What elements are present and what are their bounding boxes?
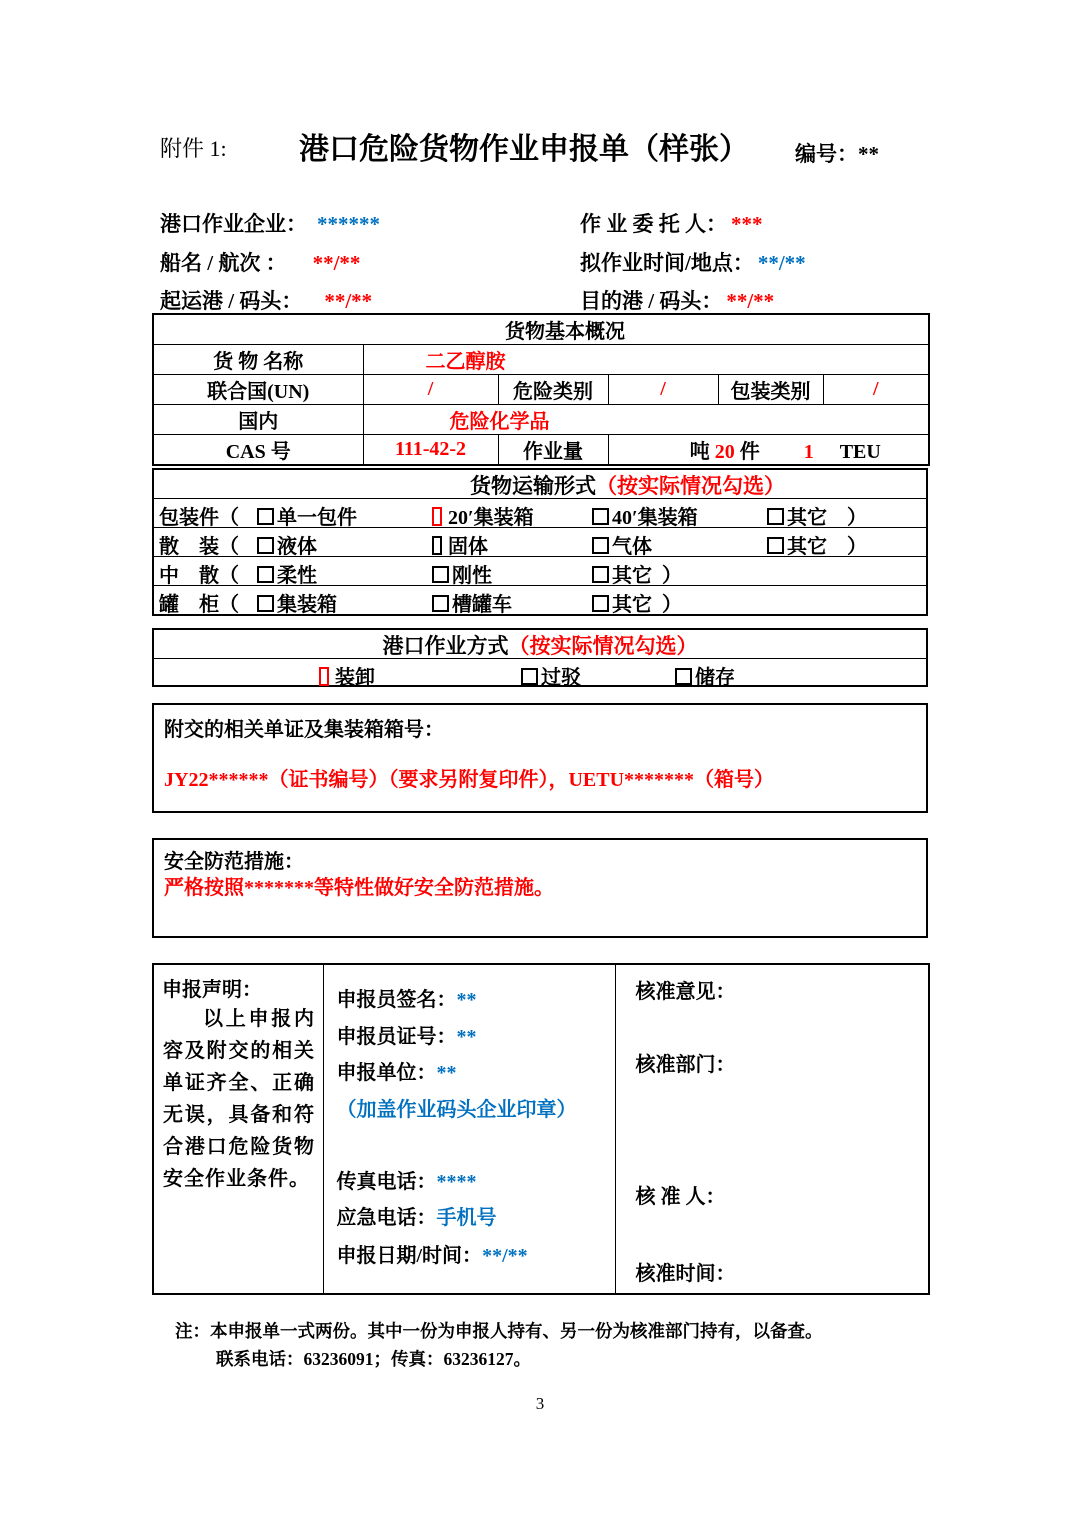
checkbox-ibc-other[interactable] bbox=[592, 566, 609, 583]
doc-number-value: ** bbox=[858, 142, 879, 166]
transport-row-packages-label: 包装件（ bbox=[159, 507, 239, 529]
approval-person-label: 核 准 人： bbox=[635, 1186, 726, 1208]
approval-cell bbox=[615, 964, 929, 1294]
option-gas bbox=[592, 530, 652, 559]
checkbox-20ft-container-marked[interactable] bbox=[432, 507, 442, 526]
transport-row-tank bbox=[154, 585, 926, 614]
field-destination-port bbox=[580, 285, 774, 315]
fax-value[interactable]: **** bbox=[436, 1171, 477, 1193]
transport-row-packages-close: ） bbox=[847, 507, 867, 529]
checkbox-transshipment[interactable] bbox=[521, 668, 538, 685]
doc-number-label: 编号： bbox=[795, 142, 858, 166]
field-origin-port-label: 起运港 / 码头： bbox=[160, 289, 303, 313]
transport-row-packages bbox=[154, 498, 926, 527]
declaration-approval-table bbox=[152, 963, 930, 1295]
cargo-cas-value[interactable]: 111-42-2 bbox=[363, 435, 498, 466]
transport-row-ibc-close: ） bbox=[662, 565, 682, 587]
footer-note-line1: 注：本申报单一式两份。其中一份为申报人持有、另一份为核准部门持有，以备查。 bbox=[175, 1321, 823, 1341]
field-ship-voyage-label: 船名 / 航次 ： bbox=[160, 251, 287, 275]
declarant-signature-field bbox=[337, 983, 477, 1012]
field-origin-port-value[interactable]: **/** bbox=[324, 289, 373, 313]
transport-row-intermediate-bulk bbox=[154, 556, 926, 585]
transport-row-tank-close: ） bbox=[662, 594, 682, 616]
option-ibc-other bbox=[592, 559, 652, 588]
option-packages-other-label: 其它 bbox=[787, 507, 827, 529]
declaration-title: 申报声明： bbox=[162, 979, 262, 1001]
checkbox-tank-container[interactable] bbox=[257, 595, 274, 612]
option-loading-unloading-label: 装卸 bbox=[335, 667, 375, 689]
checkbox-rigid[interactable] bbox=[432, 566, 449, 583]
declarant-signature-label: 申报员签名： bbox=[336, 989, 457, 1011]
option-tank-other-label: 其它 bbox=[612, 594, 652, 616]
checkbox-tank-truck[interactable] bbox=[432, 595, 449, 612]
option-bulk-other bbox=[767, 530, 827, 559]
company-seal-note: （加盖作业码头企业印章） bbox=[336, 1099, 577, 1121]
declaration-date-label: 申报日期/时间： bbox=[336, 1245, 483, 1267]
field-destination-port-label: 目的港 / 码头： bbox=[580, 289, 723, 313]
transport-row-bulk bbox=[154, 527, 926, 556]
doc-number bbox=[795, 138, 879, 168]
cargo-cas-label: CAS 号 bbox=[153, 435, 363, 466]
field-client-label: 作 业 委 托 人： bbox=[580, 212, 727, 236]
field-planned-time-place-label: 拟作业时间/地点： bbox=[580, 251, 754, 275]
option-flexible-label: 柔性 bbox=[277, 565, 317, 587]
cargo-info-table bbox=[152, 313, 930, 466]
emergency-phone-value[interactable]: 手机号 bbox=[436, 1207, 497, 1229]
option-40ft-container-label: 40′集装箱 bbox=[612, 507, 698, 529]
option-tank-other bbox=[592, 588, 652, 617]
field-origin-port bbox=[160, 285, 372, 315]
checkbox-storage[interactable] bbox=[675, 668, 692, 685]
safety-measures-title: 安全防范措施： bbox=[164, 851, 304, 873]
checkbox-flexible[interactable] bbox=[257, 566, 274, 583]
field-port-company-label: 港口作业企业： bbox=[160, 212, 307, 236]
declarant-unit-label: 申报单位： bbox=[336, 1062, 437, 1084]
declaration-statement-cell bbox=[153, 964, 323, 1294]
transport-row-bulk-label: 散 装（ bbox=[159, 536, 239, 558]
attached-documents-box bbox=[152, 703, 928, 813]
option-liquid bbox=[257, 530, 317, 559]
port-operation-title bbox=[154, 630, 926, 658]
fax-field bbox=[337, 1165, 477, 1194]
transport-row-bulk-close: ） bbox=[847, 536, 867, 558]
checkbox-40ft-container[interactable] bbox=[592, 508, 609, 525]
qty-unit-teu: TEU bbox=[839, 441, 881, 463]
approval-opinion-label: 核准意见： bbox=[635, 981, 736, 1003]
option-single-package-label: 单一包件 bbox=[277, 507, 357, 529]
field-client-value[interactable]: *** bbox=[731, 212, 763, 236]
option-20ft-container-label: 20′集装箱 bbox=[448, 507, 534, 529]
option-flexible bbox=[257, 559, 317, 588]
cargo-quantity-label: 作业量 bbox=[498, 435, 608, 466]
option-single-package bbox=[257, 501, 357, 530]
field-ship-voyage-value[interactable]: **/** bbox=[312, 251, 361, 275]
cargo-packing-group-value[interactable]: / bbox=[823, 375, 929, 405]
option-packages-other bbox=[767, 501, 827, 530]
qty-unit-pieces: 件 bbox=[739, 441, 760, 463]
declarant-cert-value[interactable]: ** bbox=[456, 1026, 477, 1048]
cargo-name-label: 货 物 名称 bbox=[153, 345, 363, 375]
cargo-quantity-value[interactable] bbox=[608, 435, 929, 466]
qty-teu-value: 1 bbox=[803, 441, 814, 463]
attached-documents-content[interactable]: JY22******（证书编号）（要求另附复印件），UETU*******（箱号） bbox=[164, 769, 775, 791]
checkbox-packages-other[interactable] bbox=[767, 508, 784, 525]
checkbox-tank-other[interactable] bbox=[592, 595, 609, 612]
declaration-body: 以上申报内容及附交的相关单证齐全、正确无误，具备和符合港口危险货物安全作业条件。 bbox=[163, 1008, 315, 1190]
safety-measures-content[interactable]: 严格按照*******等特性做好安全防范措施。 bbox=[164, 877, 554, 899]
approval-dept-label: 核准部门： bbox=[635, 1054, 736, 1076]
checkbox-bulk-other[interactable] bbox=[767, 537, 784, 554]
option-storage-label: 储存 bbox=[695, 667, 735, 689]
cargo-table-title: 货物基本概况 bbox=[153, 314, 929, 345]
port-operation-table bbox=[152, 628, 928, 687]
page-title: 港口危险货物作业申报单（样张） bbox=[299, 133, 749, 166]
checkbox-single-package[interactable] bbox=[257, 508, 274, 525]
cargo-domestic-label: 国内 bbox=[153, 405, 363, 435]
option-tank-container-label: 集装箱 bbox=[277, 594, 337, 616]
declarant-signature-value[interactable]: ** bbox=[456, 989, 477, 1011]
field-client bbox=[580, 208, 763, 238]
cargo-packing-group-label: 包装类别 bbox=[718, 375, 823, 405]
attached-documents-title: 附交的相关单证及集装箱箱号： bbox=[164, 719, 444, 741]
safety-measures-box bbox=[152, 838, 928, 938]
option-rigid bbox=[432, 559, 492, 588]
declarant-cert-label: 申报员证号： bbox=[336, 1026, 457, 1048]
declarant-info-cell bbox=[323, 964, 615, 1294]
footer-note-line2: 联系电话：63236091；传真：63236127。 bbox=[216, 1349, 531, 1369]
port-operation-title-text: 港口作业方式 bbox=[382, 634, 509, 658]
approval-time-label: 核准时间： bbox=[635, 1263, 736, 1285]
qty-pieces-value: 20 bbox=[714, 441, 735, 463]
transport-title-note: （按实际情况勾选） bbox=[596, 474, 785, 498]
checkbox-gas[interactable] bbox=[592, 537, 609, 554]
port-operation-options bbox=[154, 658, 926, 689]
option-gas-label: 气体 bbox=[612, 536, 652, 558]
cargo-un-label: 联合国(UN) bbox=[153, 375, 363, 405]
option-tank-truck-label: 槽罐车 bbox=[452, 594, 512, 616]
checkbox-loading-unloading-marked[interactable] bbox=[319, 667, 329, 686]
option-bulk-other-label: 其它 bbox=[787, 536, 827, 558]
cargo-un-value[interactable]: / bbox=[363, 375, 498, 405]
option-loading-unloading bbox=[319, 661, 375, 690]
declarant-unit-value[interactable]: ** bbox=[436, 1062, 457, 1084]
transport-table-title bbox=[154, 470, 926, 498]
cargo-hazard-class-label: 危险类别 bbox=[498, 375, 608, 405]
option-tank-container bbox=[257, 588, 337, 617]
declarant-cert-field bbox=[337, 1020, 477, 1049]
field-ship-voyage bbox=[160, 247, 360, 277]
declaration-date-field bbox=[337, 1239, 528, 1268]
option-ibc-other-label: 其它 bbox=[612, 565, 652, 587]
option-rigid-label: 刚性 bbox=[452, 565, 492, 587]
transport-title-text: 货物运输形式 bbox=[470, 474, 596, 498]
declaration-date-value[interactable]: **/** bbox=[482, 1245, 528, 1267]
transport-form-table bbox=[152, 468, 928, 616]
field-planned-time-place-value[interactable]: **/** bbox=[757, 251, 806, 275]
declarant-unit-field bbox=[337, 1056, 457, 1085]
page-number: 3 bbox=[535, 1394, 545, 1413]
emergency-phone-field bbox=[337, 1201, 497, 1230]
field-port-company-value[interactable]: ****** bbox=[317, 212, 380, 236]
transport-row-ibc-label: 中 散（ bbox=[159, 565, 239, 587]
transport-row-tank-label: 罐 柜（ bbox=[159, 594, 239, 616]
option-transshipment-label: 过驳 bbox=[541, 667, 581, 689]
option-20ft-container bbox=[432, 501, 534, 530]
option-solid-label: 固体 bbox=[448, 536, 488, 558]
field-planned-time-place bbox=[580, 247, 806, 277]
checkbox-liquid[interactable] bbox=[257, 537, 274, 554]
checkbox-solid-marked[interactable] bbox=[432, 536, 442, 555]
qty-unit-ton: 吨 bbox=[689, 441, 710, 463]
option-tank-truck bbox=[432, 588, 512, 617]
option-liquid-label: 液体 bbox=[277, 536, 317, 558]
option-40ft-container bbox=[592, 501, 698, 530]
cargo-domestic-value[interactable]: 危险化学品 bbox=[363, 405, 929, 435]
fax-label: 传真电话： bbox=[336, 1171, 437, 1193]
cargo-hazard-class-value[interactable]: / bbox=[608, 375, 718, 405]
option-solid bbox=[432, 530, 488, 559]
option-storage bbox=[675, 661, 735, 690]
cargo-name-value[interactable]: 二乙醇胺 bbox=[363, 345, 929, 375]
port-operation-title-note: （按实际情况勾选） bbox=[508, 634, 698, 658]
emergency-phone-label: 应急电话： bbox=[336, 1207, 437, 1229]
field-port-company bbox=[160, 208, 380, 238]
field-destination-port-value[interactable]: **/** bbox=[726, 289, 775, 313]
attachment-label: 附件 1: bbox=[160, 136, 227, 161]
option-transshipment bbox=[521, 661, 581, 690]
